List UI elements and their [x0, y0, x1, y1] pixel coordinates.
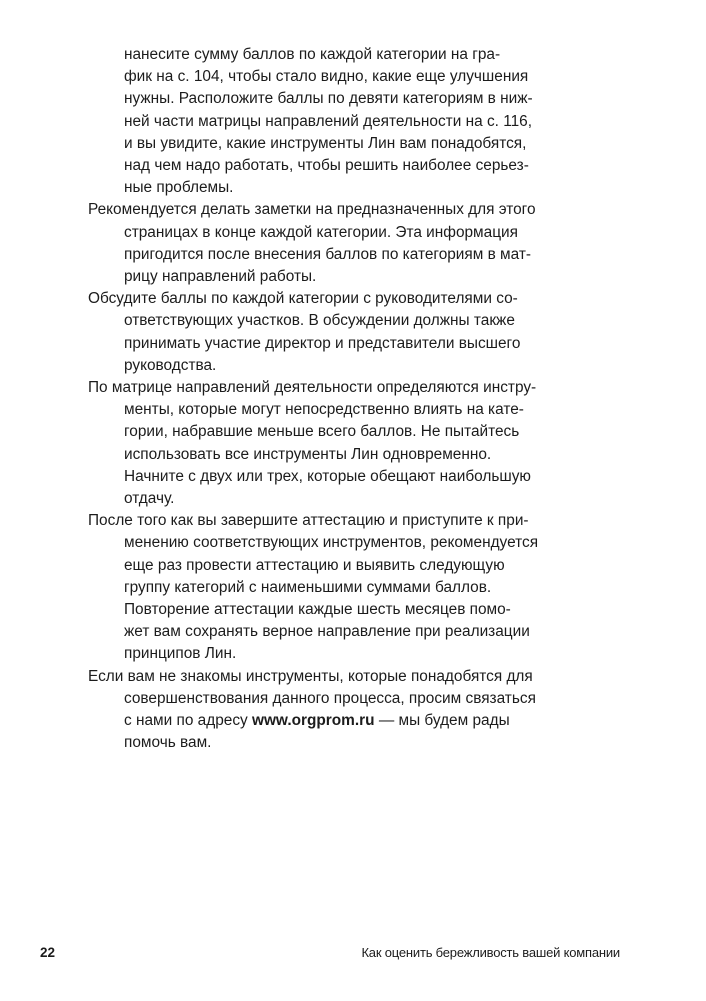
text-line: принимать участие директор и представители высшего	[124, 334, 521, 352]
text-line: менты, которые могут непосредственно влиять на кате-	[124, 401, 524, 419]
text-line: рицу направлений работы.	[124, 268, 317, 286]
text-line: гории, набравшие меньше всего баллов. Не пытайтесь	[124, 423, 520, 441]
paragraph-5	[88, 510, 588, 665]
text-line: страницах в конце каждой категории. Эта информация	[124, 223, 518, 241]
text-line-before-link: с нами по адресу	[124, 712, 252, 730]
text-line: Начните с двух или трех, которые обещают наибольшую	[124, 467, 531, 485]
text-line: ней части матрицы направлений деятельности на с. 116,	[124, 112, 533, 130]
text-line: использовать все инструменты Лин одновременно.	[124, 445, 492, 463]
paragraph-4	[88, 377, 588, 510]
paragraph-2	[88, 199, 588, 288]
text-line-after-link: — мы будем рады	[374, 712, 510, 730]
text-line: Рекомендуется делать заметки на предназначенных для этого	[88, 201, 536, 219]
text-line: жет вам сохранять верное направление при реализации	[124, 623, 530, 641]
text-line: принципов Лин.	[124, 645, 237, 663]
text-line: фик на с. 104, чтобы стало видно, какие еще улучшения	[124, 68, 529, 86]
text-line: отдачу.	[124, 490, 175, 508]
text-line: Повторение аттестации каждые шесть месяцев помо-	[124, 601, 511, 619]
text-line: совершенствования данного процесса, просим связаться	[124, 689, 536, 707]
website-link[interactable]: www.orgprom.ru	[251, 712, 375, 730]
body-text	[88, 44, 588, 755]
text-line: По матрице направлений деятельности определяются инстру-	[88, 379, 537, 397]
text-line: пригодится после внесения баллов по категориям в мат-	[124, 245, 532, 263]
text-line: менению соответствующих инструментов, рекомендуется	[124, 534, 539, 552]
text-line: ные проблемы.	[124, 179, 234, 197]
text-line: ответствующих участков. В обсуждении должны также	[124, 312, 515, 330]
text-line: нужны. Расположите баллы по девяти категориям в ниж-	[124, 90, 533, 108]
text-line: Если вам не знакомы инструменты, которые понадобятся для	[88, 667, 533, 685]
page-number: 22	[40, 945, 56, 960]
text-line: После того как вы завершите аттестацию и приступите к при-	[88, 512, 529, 530]
text-line: нанесите сумму баллов по каждой категории на гра-	[124, 46, 501, 63]
text-line: над чем надо работать, чтобы решить наиболее серьез-	[124, 157, 529, 175]
text-line: еще раз провести аттестацию и выявить следующую	[124, 556, 505, 574]
paragraph-1	[88, 44, 588, 199]
text-line: руководства.	[124, 356, 217, 374]
text-line: и вы увидите, какие инструменты Лин вам понадобятся,	[124, 134, 527, 152]
text-line: помочь вам.	[124, 734, 212, 752]
running-footer-title: Как оценить бережливость вашей компании	[361, 945, 620, 960]
paragraph-3	[88, 288, 588, 377]
text-line: Обсудите баллы по каждой категории с руководителями со-	[88, 290, 518, 308]
text-line: группу категорий с наименьшими суммами баллов.	[124, 578, 492, 596]
paragraph-6	[88, 666, 588, 755]
